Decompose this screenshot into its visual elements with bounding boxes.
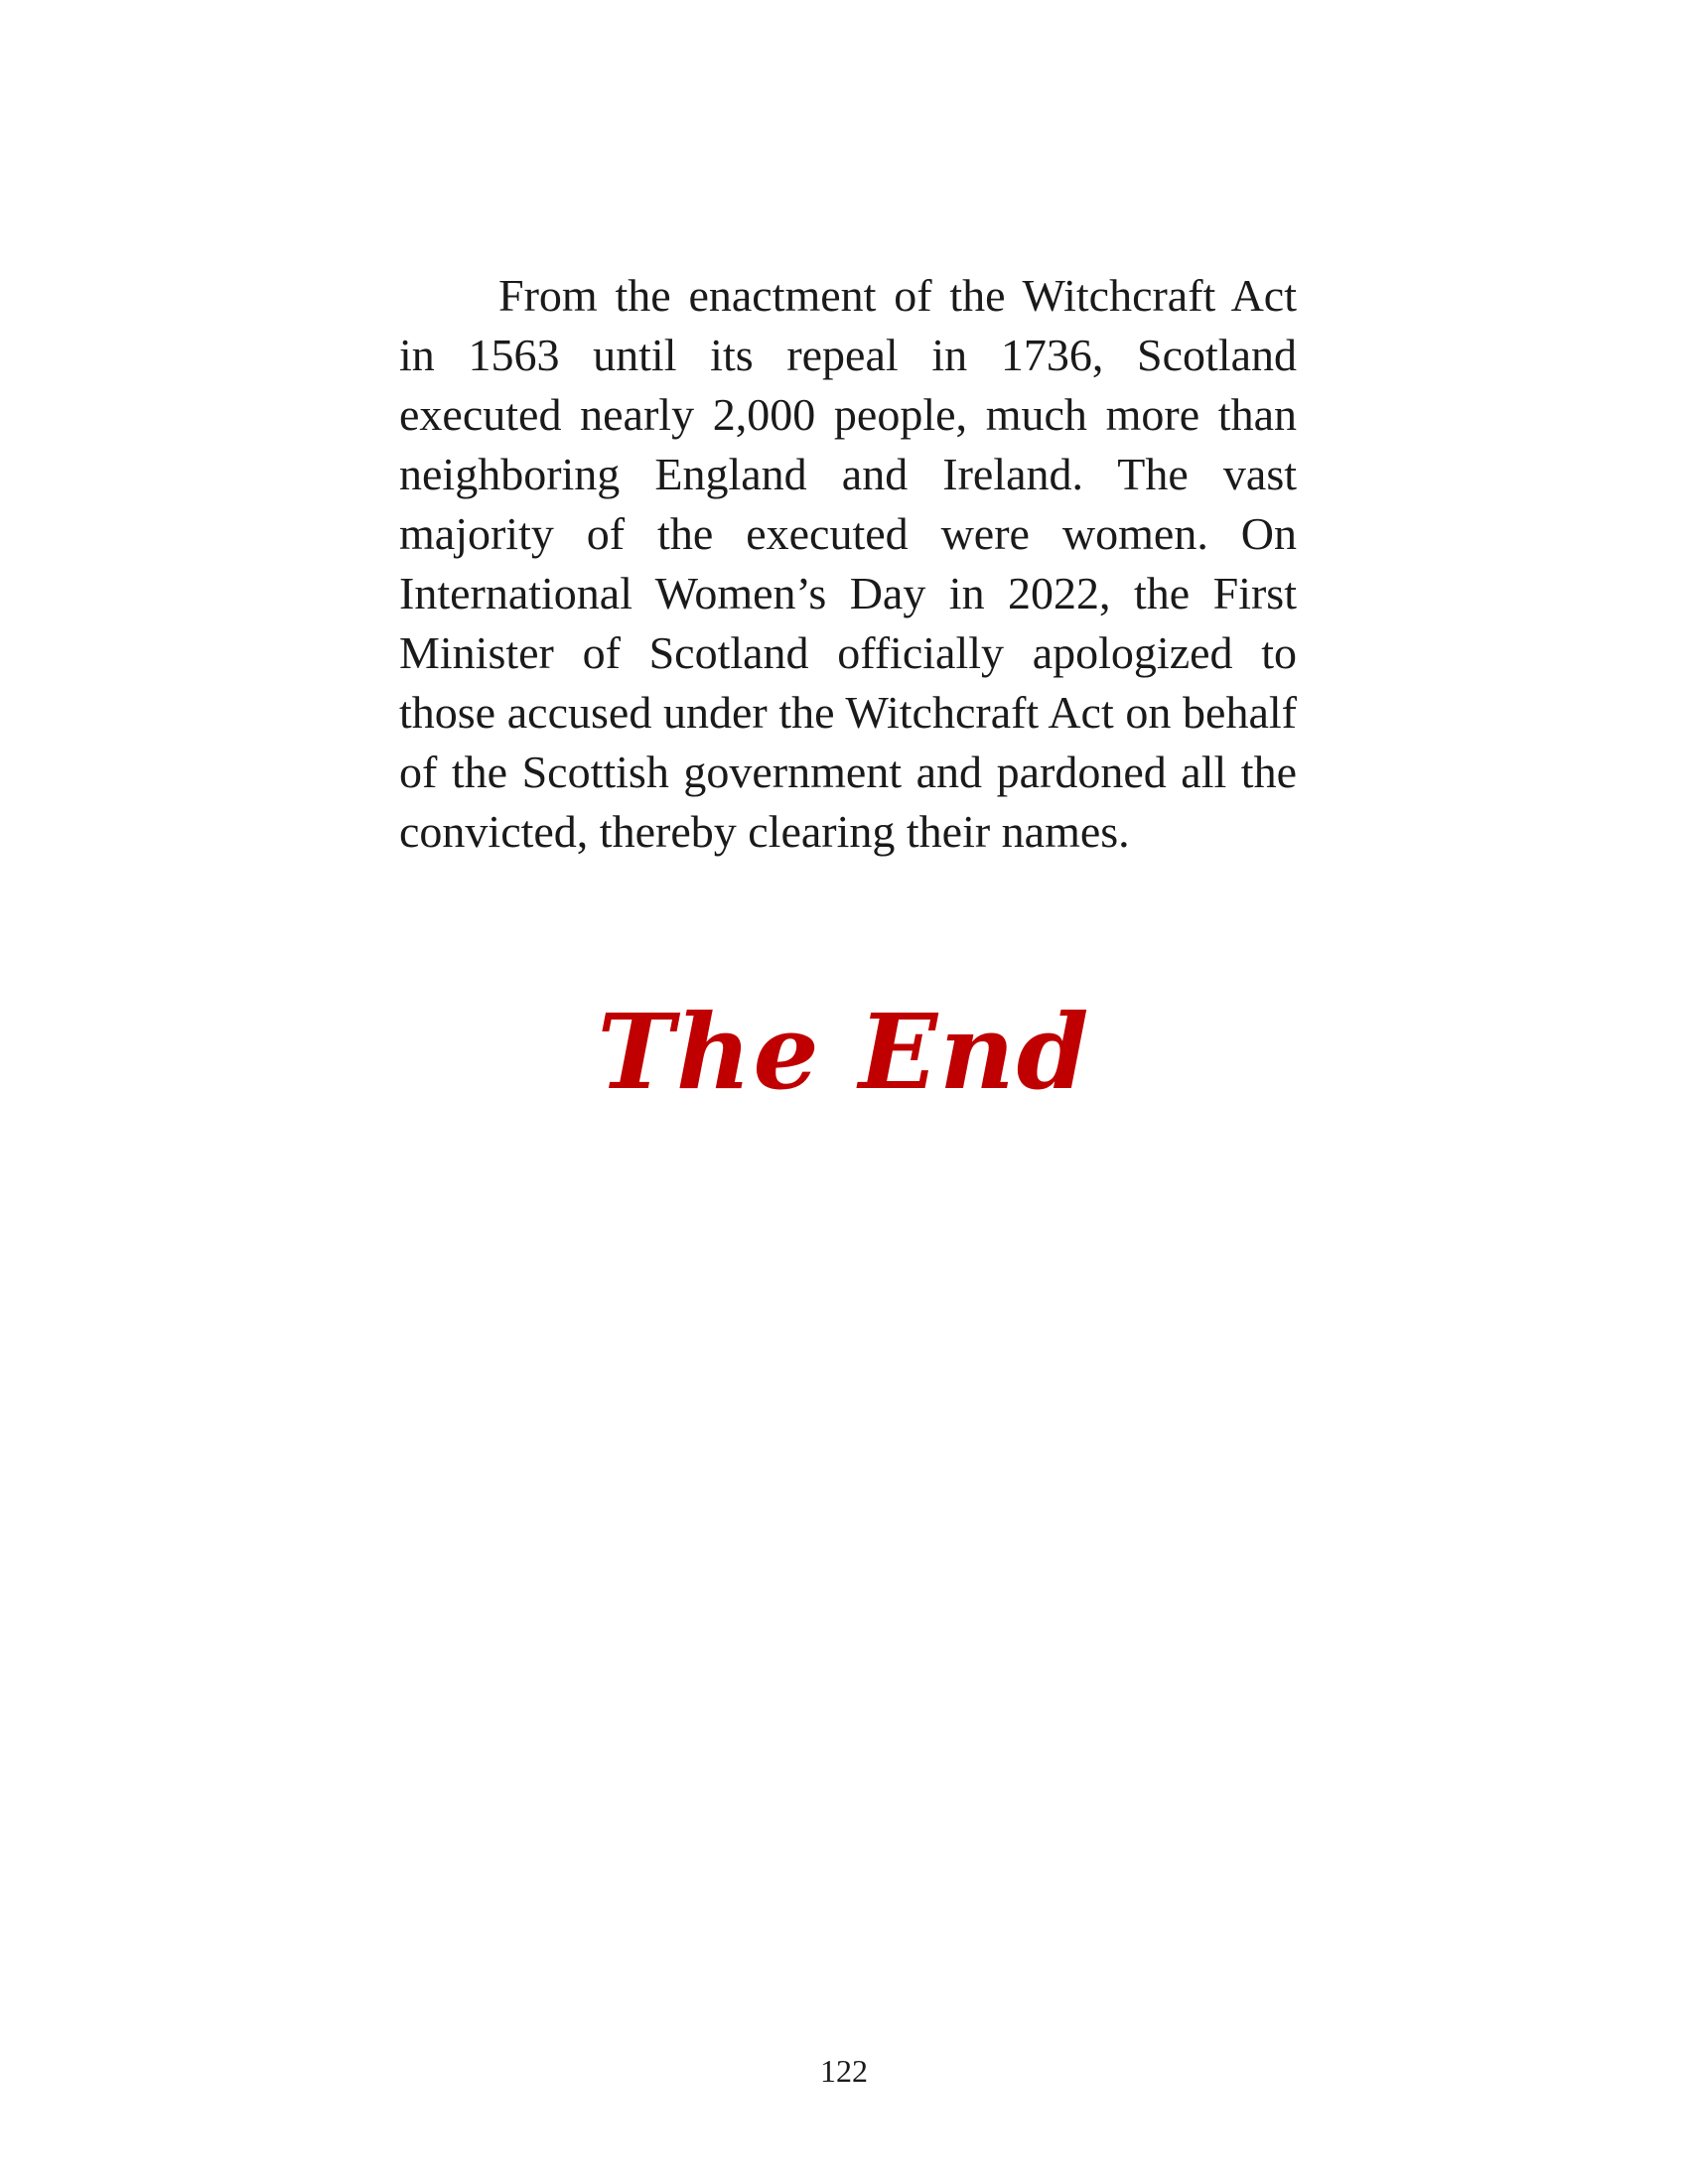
closing-title: The End — [597, 991, 1091, 1113]
page-number: 122 — [820, 2053, 868, 2089]
body-paragraph: From the enactment of the Witchcraft Act in 1563 until its repeal in 1736, Scotland executed nearly 2,000 people, much more than neighboring England and Ireland. The vast majority of the executed were women. On International Women’s Day in 2022, the First Minister of Scotland officially apologized to those accused under the Witchcraft Act on behalf of the Scottish government and pardoned all the convicted, thereby clearing their names. — [399, 270, 1297, 857]
